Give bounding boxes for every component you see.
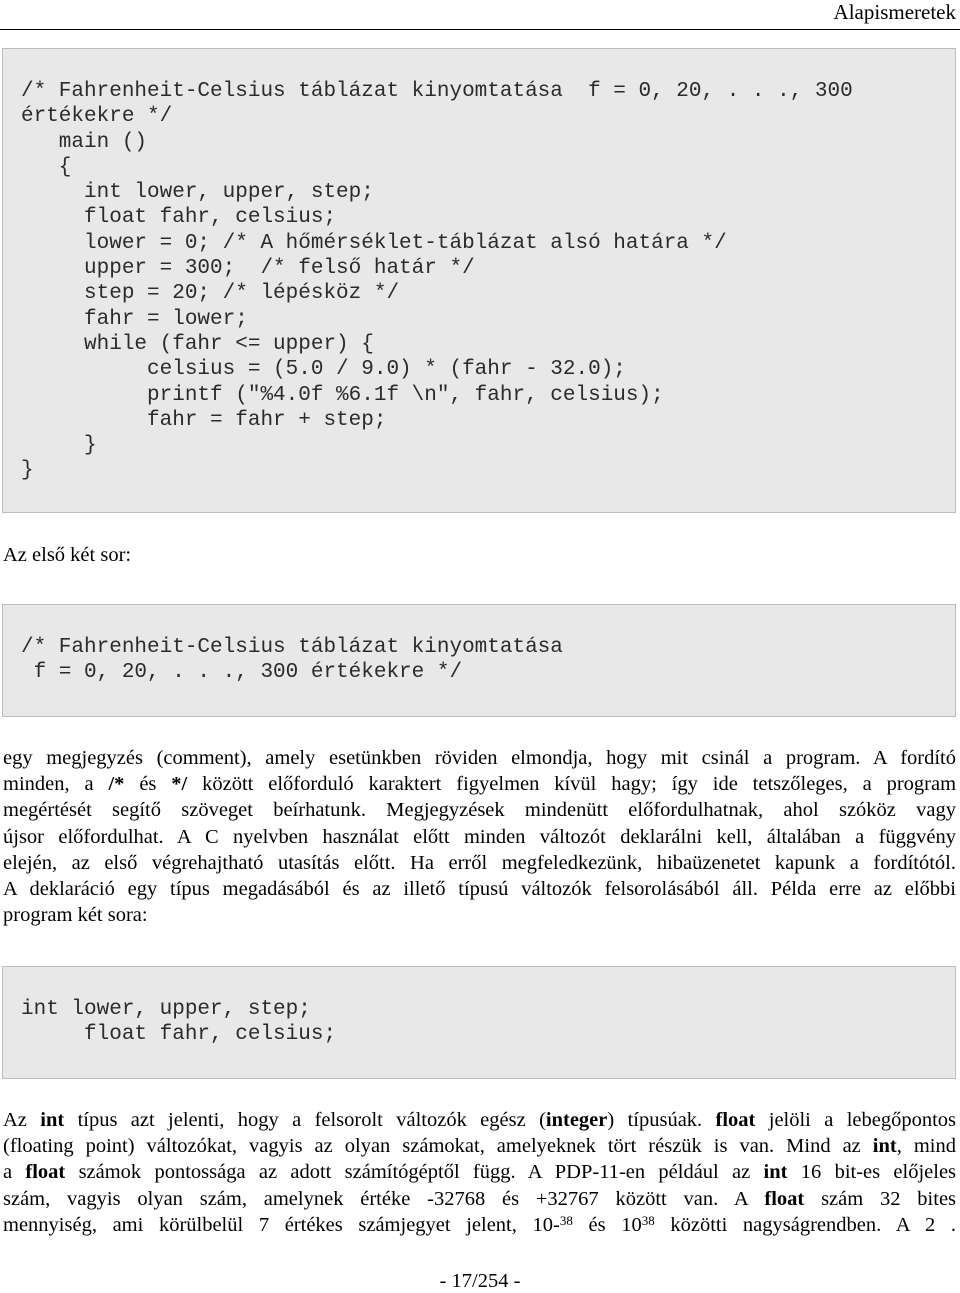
keyword-float: float: [715, 1109, 756, 1131]
keyword-int: int: [40, 1109, 65, 1131]
text-line: program két sora:: [3, 904, 148, 927]
page-number: - 17/254 -: [439, 1270, 521, 1292]
paragraph-types-explanation: [3, 1107, 956, 1238]
text-fragment: a: [3, 1161, 13, 1184]
code-block-declaration: [2, 966, 956, 1079]
text-fragment: ) típusúak.: [607, 1109, 703, 1131]
comment-close-token: */: [171, 773, 188, 796]
keyword-int: int: [763, 1161, 788, 1184]
section-title: Alapismeretek: [833, 0, 956, 24]
code-line: /* Fahrenheit-Celsius táblázat kinyomtatása: [21, 636, 563, 659]
code-line: celsius = (5.0 / 9.0) * (fahr - 32.0);: [21, 358, 626, 382]
text-fragment: típus azt jelenti, hogy a felsorolt változók egész (: [77, 1109, 546, 1131]
code-line: lower = 0; /* A hőmérséklet-táblázat alsó határa */: [21, 231, 727, 255]
text-fragment: mennyiség, ami körülbelül 7 értékes számjegyet jelent, 10-: [3, 1213, 560, 1236]
header-rule: [0, 29, 960, 30]
code-line: float fahr, celsius;: [21, 1023, 337, 1047]
code-line: értékekre */: [21, 105, 173, 129]
keyword-integer: integer: [545, 1109, 608, 1131]
code-line: while (fahr <= upper) {: [21, 332, 374, 356]
text-line: [3, 1212, 956, 1238]
text-fragment: között előforduló karaktert figyelmen kívül hagy; így ide tetszőleges, a program: [202, 773, 957, 796]
code-line: /* Fahrenheit-Celsius táblázat kinyomtatása f = 0, 20, . . ., 300: [21, 80, 853, 103]
code-line: }: [21, 434, 97, 458]
text-fragment: közötti nagyságrendben. A 2 .: [670, 1213, 957, 1236]
text-fragment: számok pontossága az adott számítógéptől függ. A PDP-11-en például az: [78, 1161, 751, 1184]
code-line: int lower, upper, step;: [21, 998, 311, 1021]
exponent: 38: [559, 1212, 573, 1228]
text-fragment: szám 32 bites: [821, 1187, 957, 1210]
text-line: elején, az első végrehajtható utasítás előtt. Ha erről megfeledkezünk, hibaüzenetet kapunk a fordítótól.: [3, 851, 956, 874]
code-text: [21, 635, 563, 686]
paragraph-intro: [3, 542, 956, 568]
text-fragment: (floating point) változókat, vagyis az olyan számokat, amelyeknek tört részük is van. Mind az: [3, 1135, 861, 1158]
text-line: [3, 1159, 956, 1185]
code-line: main (): [21, 130, 148, 154]
comment-open-token: /*: [108, 773, 125, 796]
code-line: }: [21, 459, 34, 483]
code-text: [21, 997, 336, 1048]
text-line: [3, 771, 956, 797]
text-fragment: és: [139, 773, 157, 796]
code-line: {: [21, 155, 72, 179]
text-line: [3, 1133, 956, 1159]
code-block-fahrenheit-program: [2, 48, 956, 513]
text-fragment: Az: [3, 1109, 27, 1131]
exponent: 38: [641, 1212, 655, 1228]
text-line: [3, 1186, 956, 1212]
code-line: upper = 300; /* felső határ */: [21, 257, 475, 281]
text-line: [3, 1107, 956, 1133]
text-line: A deklaráció egy típus megadásából és az illető típusú változók felsorolásából áll. Példa erre az előbbi: [3, 878, 956, 901]
text-fragment: jelöli a lebegőpontos: [768, 1109, 957, 1131]
text-fragment: és 10: [588, 1213, 642, 1236]
text-line: újsor előfordulhat. A C nyelvben használat előtt minden változót deklarálni kell, általában a függvény: [3, 825, 956, 848]
keyword-float: float: [25, 1161, 66, 1184]
text-fragment: minden, a: [3, 773, 94, 796]
text-fragment: 16 bit-es előjeles: [800, 1161, 957, 1184]
text-fragment: , mind: [896, 1135, 956, 1158]
code-line: fahr = lower;: [21, 307, 248, 331]
code-line: int lower, upper, step;: [21, 181, 374, 205]
keyword-int: int: [872, 1135, 897, 1158]
keyword-float: float: [764, 1187, 805, 1210]
code-line: f = 0, 20, . . ., 300 értékekre */: [21, 661, 463, 685]
code-line: step = 20; /* lépésköz */: [21, 282, 400, 306]
code-line: float fahr, celsius;: [21, 206, 337, 230]
text-fragment: szám, vagyis olyan szám, amelynek értéke -32768 és +32767 között van. A: [3, 1187, 748, 1210]
code-line: fahr = fahr + step;: [21, 408, 387, 432]
text-line: egy megjegyzés (comment), amely esetünkben röviden elmondja, hogy mit csinál a program. A fordító: [3, 747, 956, 769]
paragraph-text: Az első két sor:: [3, 544, 132, 566]
code-block-comment: [2, 604, 956, 717]
code-text: [21, 79, 853, 484]
code-line: printf ("%4.0f %6.1f \n", fahr, celsius);: [21, 383, 664, 407]
text-line: megértését segítő szöveget beírhatunk. Megjegyzések mindenütt előfordulhatnak, ahol szóköz vagy: [3, 799, 956, 822]
paragraph-comment-explanation: [3, 745, 956, 928]
